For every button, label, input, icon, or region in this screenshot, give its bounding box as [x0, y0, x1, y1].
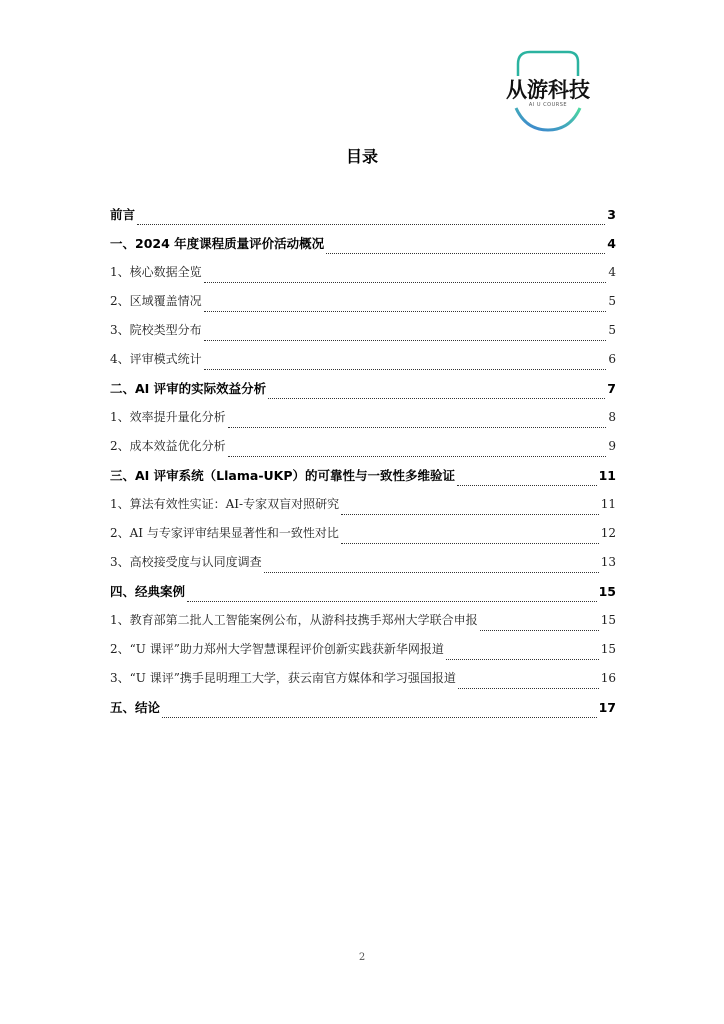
- toc-subsection-entry[interactable]: [110, 408, 616, 437]
- toc-entry-label: 4、评审模式统计: [110, 352, 202, 366]
- toc-entry-label: 一、2024 年度课程质量评价活动概况: [110, 236, 325, 251]
- toc-entry-page: 4: [608, 265, 616, 279]
- toc-section-entry[interactable]: [110, 698, 616, 727]
- toc-leader-dots: [137, 224, 605, 225]
- toc-entry-page: 11: [600, 497, 616, 511]
- toc-subsection-entry[interactable]: [110, 495, 616, 524]
- toc-entry-label: 二、AI 评审的实际效益分析: [110, 381, 267, 396]
- toc-entry-page: 13: [600, 555, 616, 569]
- toc-section-entry[interactable]: [110, 379, 616, 408]
- toc-entry-page: 17: [598, 700, 616, 715]
- toc-entry-page: 5: [608, 294, 616, 308]
- toc-entry-label: 3、高校接受度与认同度调查: [110, 555, 262, 569]
- toc-leader-dots: [187, 601, 597, 602]
- toc-entry-label: 1、教育部第二批人工智能案例公布，从游科技携手郑州大学联合申报: [110, 613, 478, 627]
- toc-entry-page: 3: [607, 207, 616, 222]
- toc-entry-page: 8: [608, 410, 616, 424]
- toc-entry-page: 4: [607, 236, 616, 251]
- toc-title: 目录: [345, 147, 378, 166]
- toc-leader-dots: [446, 659, 599, 660]
- toc-leader-dots: [204, 369, 607, 370]
- toc-entry-page: 16: [600, 671, 616, 685]
- toc-entry-page: 15: [598, 584, 616, 599]
- toc-leader-dots: [228, 456, 607, 457]
- toc-leader-dots: [204, 311, 607, 312]
- logo-name: 从游科技: [506, 78, 590, 102]
- toc-entry-page: 15: [600, 642, 616, 656]
- toc-leader-dots: [326, 253, 605, 254]
- toc-entry-label: 1、算法有效性实证：AI-专家双盲对照研究: [110, 497, 340, 511]
- toc-subsection-entry[interactable]: [110, 669, 616, 698]
- toc-entry-page: 6: [608, 352, 616, 366]
- toc-entry-page: 12: [600, 526, 616, 540]
- toc-leader-dots: [457, 485, 597, 486]
- toc-entry-page: 15: [600, 613, 616, 627]
- toc-entry-label: 3、“U 课评”携手昆明理工大学，获云南官方媒体和学习强国报道: [110, 671, 456, 685]
- company-logo: [496, 50, 600, 132]
- toc-entry-label: 2、AI 与专家评审结果显著性和一致性对比: [110, 526, 339, 540]
- toc-entry-label: 3、院校类型分布: [110, 323, 202, 337]
- toc-section-entry[interactable]: [110, 234, 616, 263]
- toc-entry-label: 五、结论: [110, 700, 161, 715]
- toc-leader-dots: [268, 398, 605, 399]
- toc-entry-label: 1、核心数据全览: [110, 265, 202, 279]
- toc-leader-dots: [228, 427, 607, 428]
- toc-leader-dots: [341, 514, 599, 515]
- toc-subsection-entry[interactable]: [110, 524, 616, 553]
- toc-subsection-entry[interactable]: [110, 640, 616, 669]
- logo-subtitle: AI U COURSE: [528, 102, 568, 108]
- toc-leader-dots: [264, 572, 599, 573]
- toc-subsection-entry[interactable]: [110, 263, 616, 292]
- toc-subsection-entry[interactable]: [110, 350, 616, 379]
- toc-entry-label: 三、AI 评审系统（Llama-UKP）的可靠性与一致性多维验证: [110, 468, 456, 483]
- toc-subsection-entry[interactable]: [110, 437, 616, 466]
- page-number: 2: [358, 952, 366, 963]
- toc-section-entry[interactable]: [110, 205, 616, 234]
- toc-entry-label: 1、效率提升量化分析: [110, 410, 226, 424]
- toc-section-entry[interactable]: [110, 582, 616, 611]
- toc-leader-dots: [480, 630, 599, 631]
- toc-subsection-entry[interactable]: [110, 292, 616, 321]
- toc-entry-page: 7: [607, 381, 616, 396]
- toc-leader-dots: [162, 717, 597, 718]
- toc-section-entry[interactable]: [110, 466, 616, 495]
- table-of-contents: [110, 205, 616, 727]
- toc-entry-page: 11: [598, 468, 616, 483]
- toc-entry-label: 2、“U 课评”助力郑州大学智慧课程评价创新实践获新华网报道: [110, 642, 444, 656]
- toc-subsection-entry[interactable]: [110, 321, 616, 350]
- toc-leader-dots: [204, 282, 607, 283]
- toc-subsection-entry[interactable]: [110, 611, 616, 640]
- toc-leader-dots: [458, 688, 599, 689]
- toc-entry-page: 5: [608, 323, 616, 337]
- toc-subsection-entry[interactable]: [110, 553, 616, 582]
- toc-entry-page: 9: [608, 439, 616, 453]
- toc-entry-label: 四、经典案例: [110, 584, 186, 599]
- toc-entry-label: 前言: [110, 207, 136, 222]
- toc-leader-dots: [204, 340, 607, 341]
- toc-leader-dots: [341, 543, 599, 544]
- toc-entry-label: 2、区域覆盖情况: [110, 294, 202, 308]
- toc-entry-label: 2、成本效益优化分析: [110, 439, 226, 453]
